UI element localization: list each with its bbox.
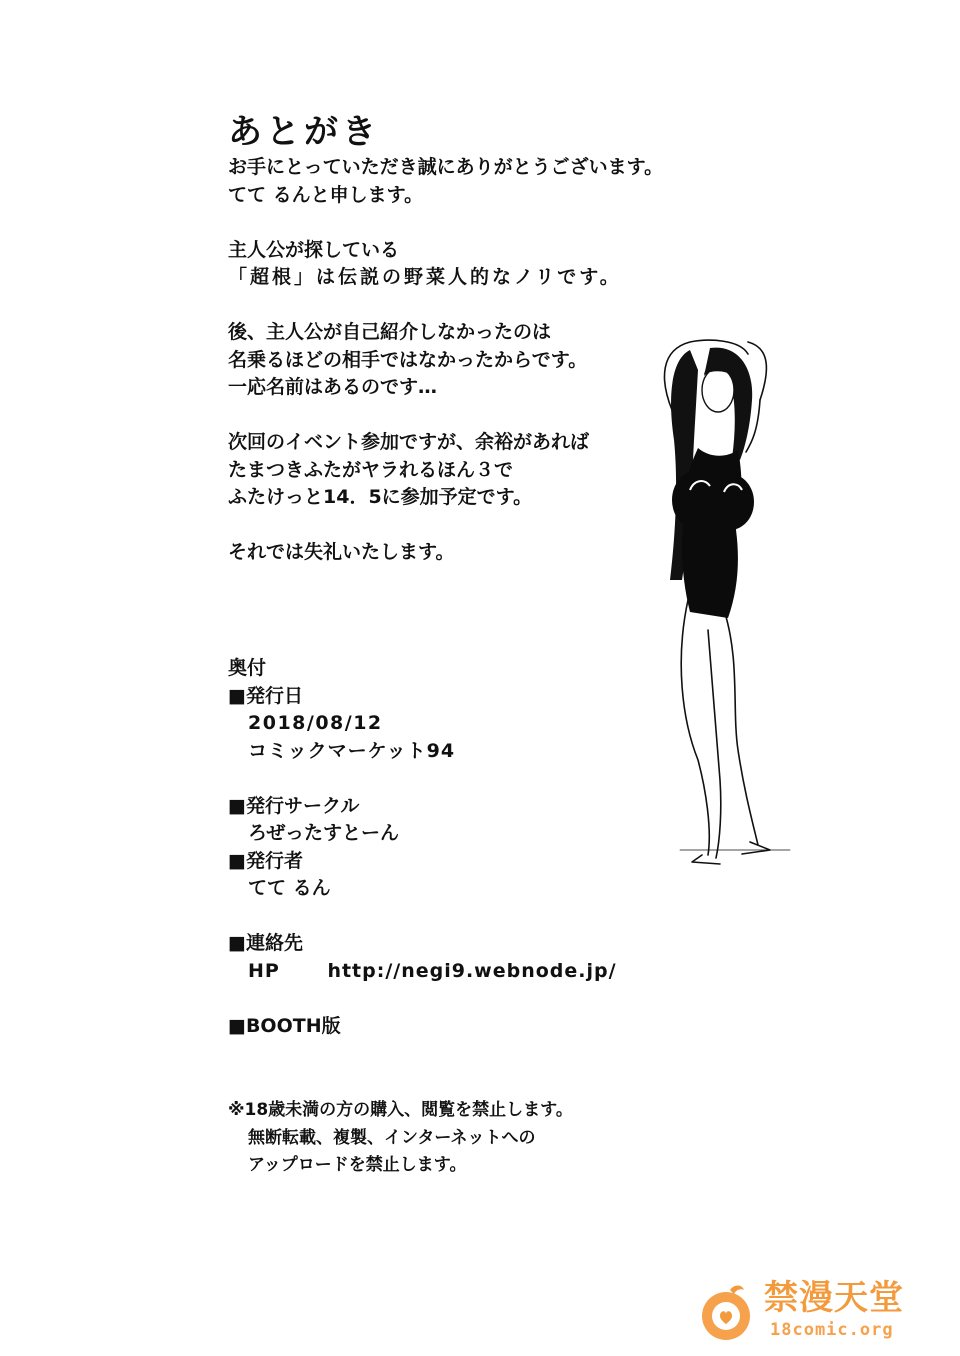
date-label: ■発行日 bbox=[228, 684, 303, 707]
text-line: 「超根」は伝説の野菜人的なノリです。 bbox=[228, 266, 622, 288]
watermark-main: 禁漫天堂 bbox=[764, 1278, 904, 1318]
notice-line: 無断転載、複製、インターネットへの bbox=[248, 1127, 536, 1148]
text-line: お手にとっていただき誠にありがとうございます。 bbox=[228, 156, 664, 178]
contact-value: HP http://negi9.webnode.jp/ bbox=[248, 959, 617, 982]
text-line: それでは失礼いたします。 bbox=[228, 541, 455, 563]
colophon-heading: 奥付 bbox=[228, 657, 267, 679]
whale-logo-icon bbox=[696, 1280, 760, 1344]
watermark-sub: 18comic.org bbox=[770, 1320, 894, 1340]
character-illustration bbox=[620, 330, 800, 870]
text-line: ふたけっと14．5に参加予定です。 bbox=[228, 486, 533, 508]
site-watermark bbox=[696, 1276, 926, 1348]
contact-label: ■連絡先 bbox=[228, 932, 303, 954]
text-line: たまつきふたがヤラれるほん３で bbox=[228, 458, 514, 481]
text-line: 一応名前はあるのです… bbox=[228, 376, 438, 398]
legal-notice bbox=[228, 1097, 573, 1180]
afterword-title: あとがき bbox=[228, 112, 380, 152]
author-label: ■発行者 bbox=[228, 849, 303, 872]
author-value: てて るん bbox=[248, 877, 331, 899]
event-value: コミックマーケット94 bbox=[248, 739, 456, 762]
afterword-body bbox=[228, 154, 663, 567]
text-line: 名乗るほどの相手ではなかったからです。 bbox=[228, 348, 588, 371]
notice-line: アップロードを禁止します。 bbox=[248, 1155, 467, 1175]
date-value: 2018/08/12 bbox=[248, 712, 383, 734]
text-line: てて るんと申します。 bbox=[228, 183, 424, 206]
circle-value: ろぜったすとーん bbox=[248, 822, 400, 844]
text-line: 次回のイベント参加ですが、余裕があれば bbox=[228, 431, 590, 453]
circle-label: ■発行サークル bbox=[228, 794, 360, 817]
booth-label: ■BOOTH版 bbox=[228, 1014, 341, 1037]
text-line: 主人公が探している bbox=[228, 238, 400, 261]
notice-line: ※18歳未満の方の購入、閲覧を禁止します。 bbox=[228, 1100, 573, 1120]
colophon bbox=[228, 655, 617, 1040]
text-line: 後、主人公が自己紹介しなかったのは bbox=[228, 321, 552, 343]
